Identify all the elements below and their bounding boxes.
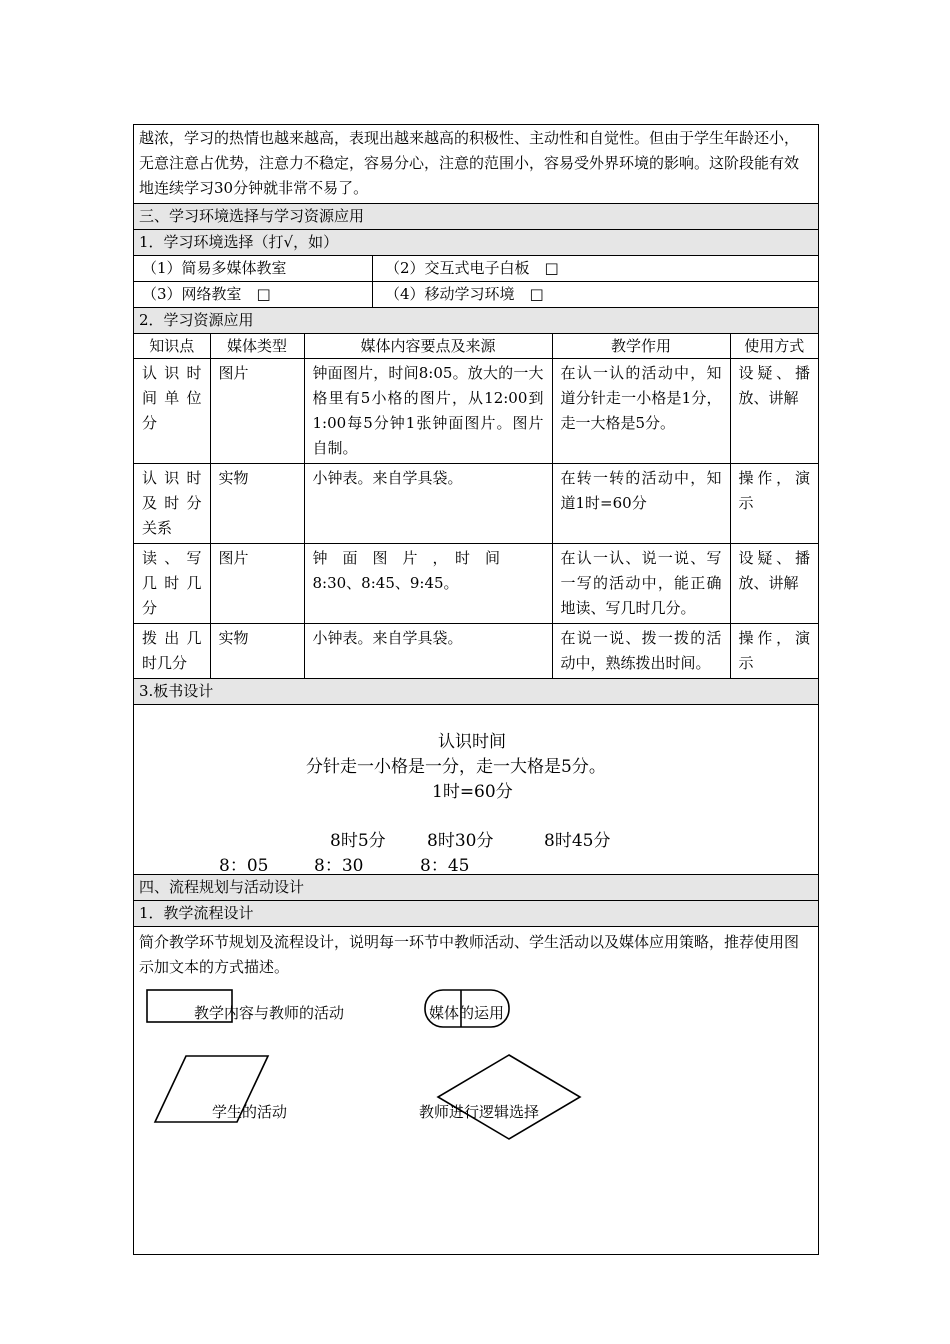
board-design-title: 3.板书设计: [134, 679, 818, 705]
resource-header-row: [134, 334, 818, 359]
legend-media-label: 媒体的运用: [429, 1004, 505, 1022]
board-design: [134, 705, 818, 875]
header-media-type: 媒体类型: [210, 334, 304, 359]
flow-design-title: 1．教学流程设计: [134, 901, 818, 927]
header-teaching-role: 教学作用: [552, 334, 730, 359]
legend-teacher-label: 教学内容与教师的活动: [194, 1004, 345, 1022]
resource-title: 2．学习资源应用: [134, 308, 818, 334]
teaching-role: 在认一认的活动中，知道分针走一小格是1分，走一大格是5分。: [552, 359, 730, 464]
env-option-whiteboard: （2）交互式电子白板 □: [385, 259, 559, 277]
section-3-title: 三、学习环境选择与学习资源应用: [134, 204, 818, 230]
media-type: 实物: [210, 464, 304, 544]
board-line-hour: 1时=60分: [432, 782, 513, 802]
table-row: [134, 464, 818, 544]
teaching-role: 在转一转的活动中，知道1时=60分: [552, 464, 730, 544]
teaching-role: 在说一说、拨一拨的活动中，熟练拨出时间。: [552, 624, 730, 679]
env-option-mobile: （4）移动学习环境 □: [385, 285, 544, 303]
usage-method: 操作，演示: [730, 624, 818, 679]
table-row: [134, 624, 818, 679]
header-media-content: 媒体内容要点及来源: [304, 334, 552, 359]
knowledge-point: 认识时及时分关系: [134, 464, 210, 544]
env-options-row-2: [134, 282, 818, 308]
table-row: [134, 544, 818, 624]
env-option-network: （3）网络教室 □: [134, 282, 373, 307]
board-time-num-1: 8：05: [219, 856, 269, 876]
board-time-num-3: 8：45: [420, 856, 470, 876]
header-knowledge-point: 知识点: [134, 334, 210, 359]
board-line-minute: 分针走一小格是一分，走一大格是5分。: [306, 757, 606, 777]
knowledge-point: 拨出几时几分: [134, 624, 210, 679]
media-type: 图片: [210, 544, 304, 624]
decision-diamond-shape: [438, 1055, 580, 1139]
table-row: [134, 359, 818, 464]
env-selection-title: 1．学习环境选择（打√，如）: [134, 230, 818, 256]
board-heading: 认识时间: [438, 732, 506, 752]
lesson-plan-table: [133, 124, 819, 1255]
flow-description: 简介教学环节规划及流程设计，说明每一环节中教师活动、学生活动以及媒体应用策略，推荐使用图示加文本的方式描述。: [139, 933, 800, 976]
intro-paragraph: 越浓，学习的热情也越来越高，表现出越来越高的积极性、主动性和自觉性。但由于学生年龄还小，无意注意占优势，注意力不稳定，容易分心，注意的范围小，容易受外界环境的影响。这阶段能有效地连续学习30分钟就非常不易了。: [134, 125, 818, 204]
section-4-title: 四、流程规划与活动设计: [134, 875, 818, 901]
usage-method: 设疑、播放、讲解: [730, 544, 818, 624]
knowledge-point: 读、写几时几分: [134, 544, 210, 624]
board-time-cn-2: 8时30分: [427, 831, 494, 851]
legend-logic-label: 教师进行逻辑选择: [419, 1103, 540, 1121]
media-content: 小钟表。来自学具袋。: [304, 464, 552, 544]
legend-student-label: 学生的活动: [212, 1103, 288, 1121]
board-time-cn-1: 8时5分: [330, 831, 386, 851]
flow-legend: [134, 980, 818, 1254]
usage-method: 操作，演示: [730, 464, 818, 544]
header-usage: 使用方式: [730, 334, 818, 359]
env-options-row-1: [134, 256, 818, 282]
media-type: 实物: [210, 624, 304, 679]
media-content: 钟 面 图 片 ， 时 间8:30、8:45、9:45。: [304, 544, 552, 624]
media-type: 图片: [210, 359, 304, 464]
env-option-multimedia: （1）简易多媒体教室: [134, 256, 373, 281]
media-content: 小钟表。来自学具袋。: [304, 624, 552, 679]
knowledge-point: 认识时间单位分: [134, 359, 210, 464]
usage-method: 设疑、播放、讲解: [730, 359, 818, 464]
media-content: 钟面图片，时间8:05。放大的一大格里有5小格的图片，从12:00到1:00每5分钟1张钟面图片。图片自制。: [304, 359, 552, 464]
board-time-cn-3: 8时45分: [544, 831, 611, 851]
teaching-role: 在认一认、说一说、写一写的活动中，能正确地读、写几时几分。: [552, 544, 730, 624]
board-time-num-2: 8：30: [314, 856, 364, 876]
resource-table: [134, 334, 818, 679]
